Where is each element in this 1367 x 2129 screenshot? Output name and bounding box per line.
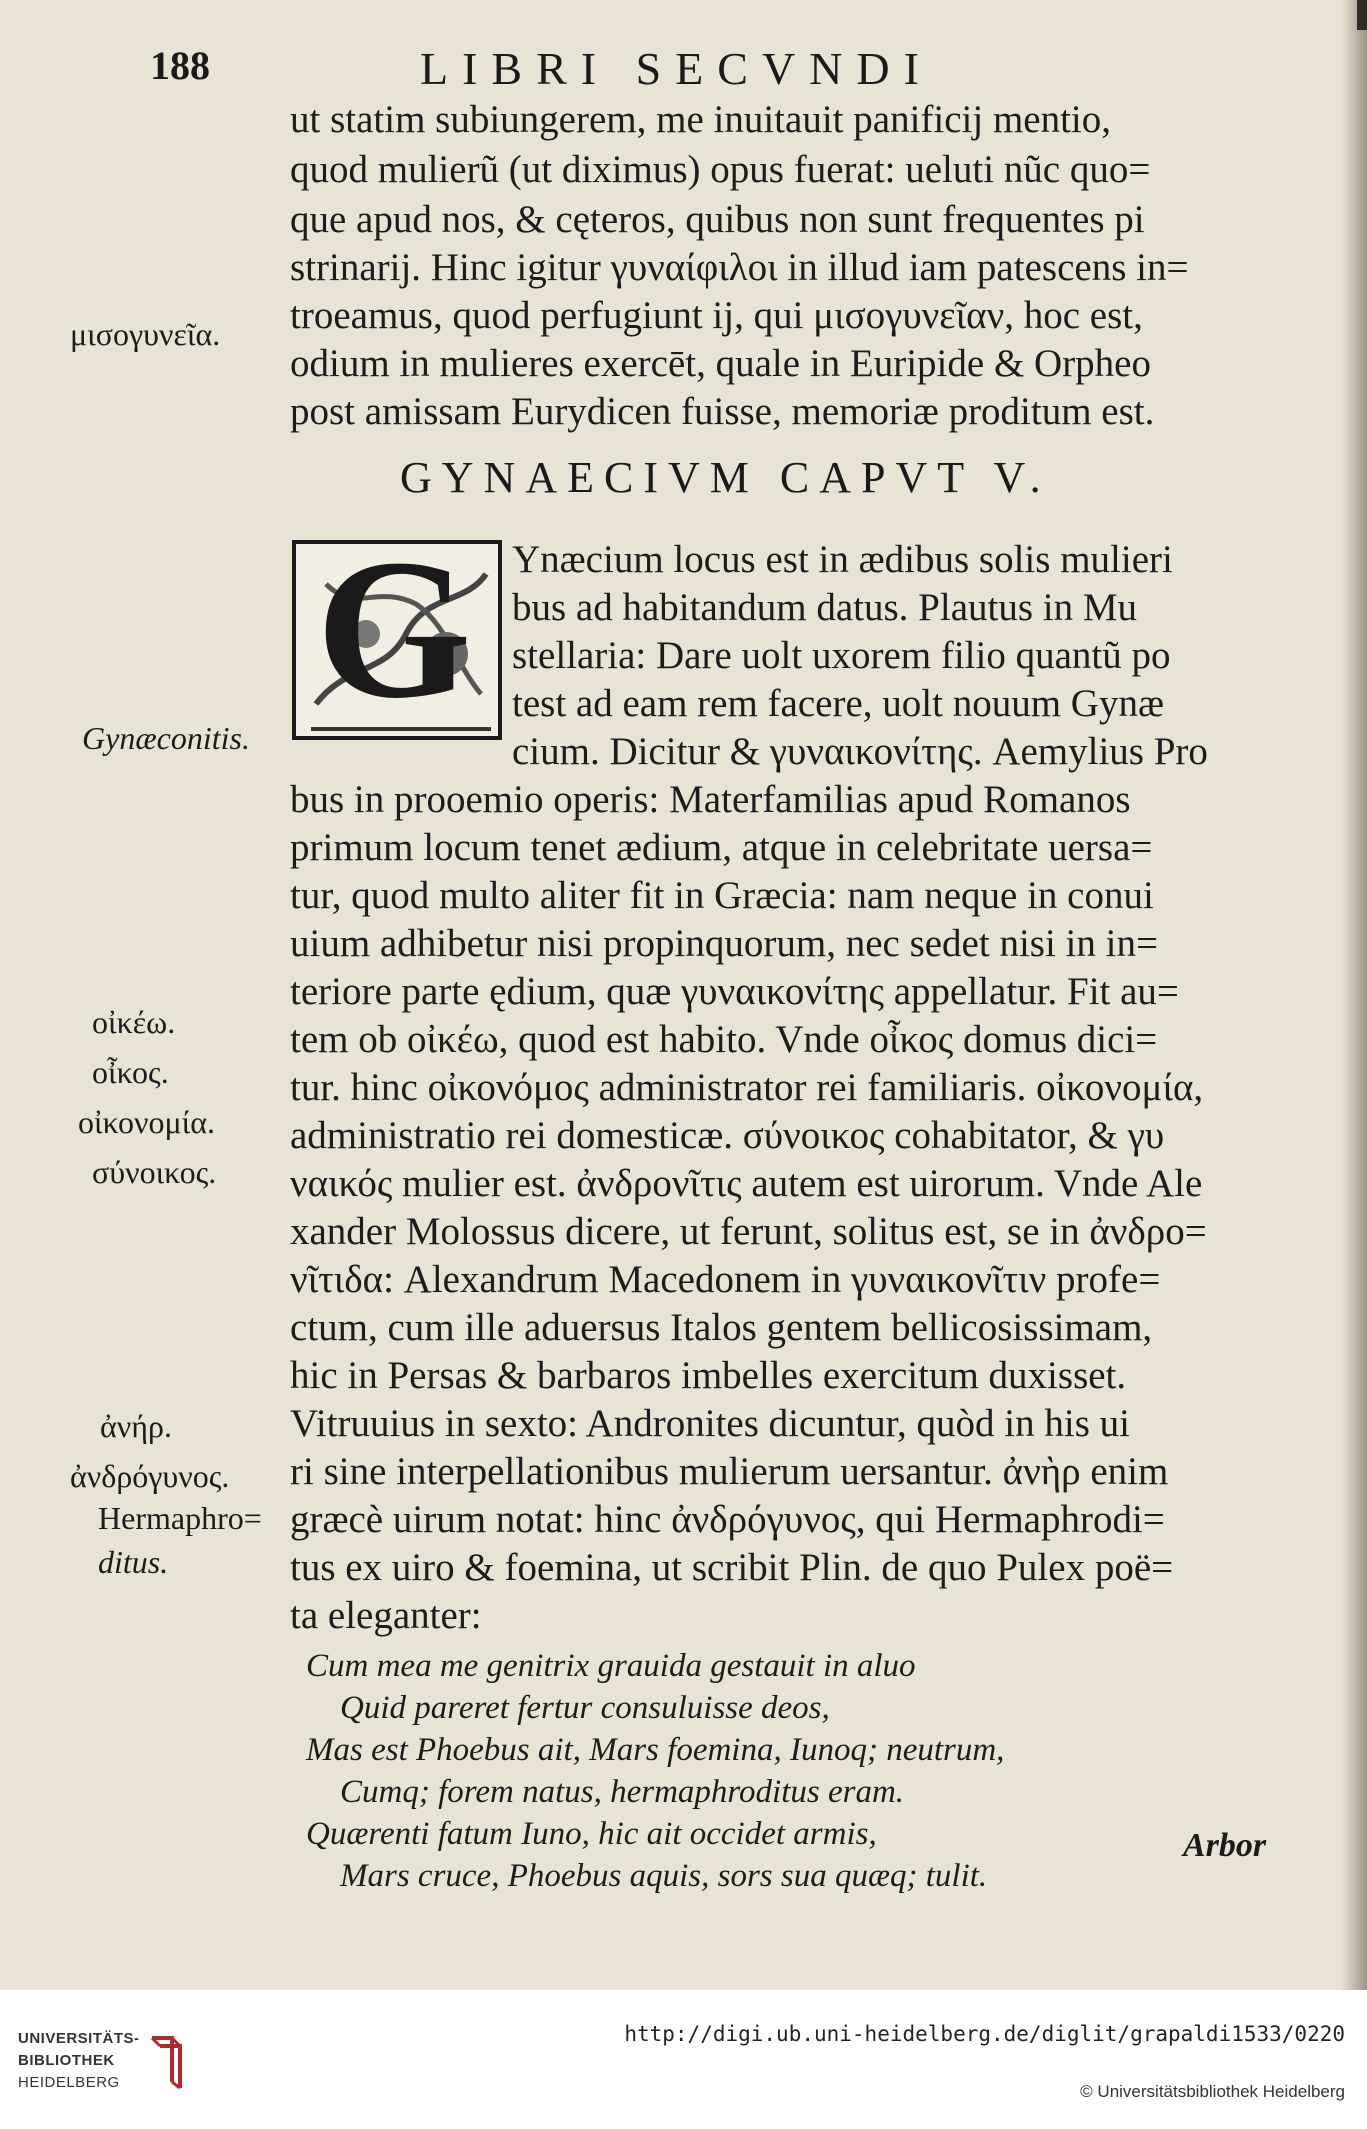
page-number: 188	[150, 43, 210, 88]
page-edge	[1357, 0, 1367, 30]
text-line: Vitruuius in sexto: Andronites dicuntur, quòd in his ui	[290, 1402, 1130, 1445]
text-line: ri sine interpellationibus mulierum uersantur. ἀνὴρ enim	[290, 1450, 1169, 1493]
margin-note: Hermaphro=	[98, 1500, 262, 1536]
margin-note: ditus.	[98, 1544, 169, 1580]
verse-line: Quærenti fatum Iuno, hic ait occidet armis,	[306, 1816, 877, 1852]
margin-note: οἰκονομία.	[78, 1104, 216, 1140]
margin-note: οἶκος.	[92, 1054, 169, 1090]
verse-line: Cumq; forem natus, hermaphroditus eram.	[340, 1774, 905, 1810]
margin-note: σύνοικος.	[92, 1154, 217, 1190]
margin-note: μισογυνεῖα.	[70, 316, 221, 352]
text-line: ctum, cum ille aduersus Italos gentem bellicosissimam,	[290, 1306, 1153, 1349]
margin-note: ἀνήρ.	[100, 1408, 172, 1444]
text-line: xander Molossus dicere, ut ferunt, solitus est, se in ἀνδρο=	[290, 1210, 1207, 1253]
verse-line: Mars cruce, Phoebus aquis, sors sua quæq; tulit.	[340, 1858, 988, 1894]
library-logo-icon	[148, 2030, 188, 2090]
text-line: primum locum tenet ædium, atque in celebritate uersa=	[290, 826, 1153, 869]
logo-text: UNIVERSITÄTS-	[18, 2030, 140, 2047]
margin-note: Gynæconitis.	[82, 720, 250, 756]
viewer-footer	[0, 1990, 1367, 2129]
text-line: uium adhibetur nisi propinquorum, nec sedet nisi in in=	[290, 922, 1158, 965]
text-line: νῖτιδα: Alexandrum Macedonem in γυναικονῖτιν profe=	[290, 1258, 1161, 1301]
text-line: bus in prooemio operis: Materfamilias apud Romanos	[290, 778, 1131, 821]
chapter-heading: GYNAECIVM CAPVT V.	[400, 453, 1051, 502]
text-line: stellaria: Dare uolt uxorem filio quantũ po	[512, 634, 1171, 677]
catchword: Arbor	[1183, 1827, 1267, 1864]
text-line: test ad eam rem facere, uolt nouum Gynæ	[512, 682, 1164, 725]
logo-text: HEIDELBERG	[18, 2074, 120, 2091]
copyright-notice: © Universitätsbibliothek Heidelberg	[1080, 2082, 1345, 2101]
decorated-initial	[292, 540, 502, 740]
text-line: odium in mulieres exercēt, quale in Euripide & Orpheo	[290, 342, 1151, 385]
margin-note: οἰκέω.	[92, 1004, 176, 1040]
permalink-url[interactable]: http://digi.ub.uni-heidelberg.de/diglit/grapaldi1533/0220	[624, 2022, 1345, 2046]
text-line: ναικός mulier est. ἀνδρονῖτις autem est uirorum. Vnde Ale	[290, 1162, 1203, 1205]
text-line: troeamus, quod perfugiunt ij, qui μισογυνεῖαν, hoc est,	[290, 294, 1143, 337]
text-line: tus ex uiro & foemina, ut scribit Plin. de quo Pulex poë=	[290, 1546, 1174, 1589]
text-line: strinarij. Hinc igitur γυναίφιλοι in illud iam patescens in=	[290, 246, 1189, 289]
text-line: tur, quod multo aliter fit in Græcia: nam neque in conui	[290, 874, 1154, 917]
verse-line: Quid pareret fertur consuluisse deos,	[340, 1690, 830, 1726]
logo-text: BIBLIOTHEK	[18, 2052, 115, 2069]
margin-note: ἀνδρόγυνος.	[70, 1458, 230, 1494]
text-line: teriore parte ędium, quæ γυναικονίτης appellatur. Fit au=	[290, 970, 1179, 1013]
text-line: post amissam Eurydicen fuisse, memoriæ proditum est.	[290, 390, 1155, 433]
library-logo	[18, 2030, 178, 2120]
text-line: quod mulierũ (ut diximus) opus fuerat: ueluti nũc quo=	[290, 148, 1151, 191]
text-line: hic in Persas & barbaros imbelles exercitum duxisset.	[290, 1354, 1127, 1397]
text-line: ta eleganter:	[290, 1594, 482, 1637]
text-line: cium. Dicitur & γυναικονίτης. Aemylius Pro	[512, 730, 1208, 773]
initial-letter: G	[316, 540, 472, 740]
verse-line: Mas est Phoebus ait, Mars foemina, Iunoq; neutrum,	[306, 1732, 1005, 1768]
text-line: tur. hinc οἰκονόμος administrator rei familiaris. οἰκονομία,	[290, 1066, 1204, 1109]
text-line: græcè uirum notat: hinc ἀνδρόγυνος, qui Hermaphrodi=	[290, 1498, 1165, 1541]
text-line: bus ad habitandum datus. Plautus in Mu	[512, 586, 1138, 629]
text-line: que apud nos, & cęteros, quibus non sunt frequentes pi	[290, 198, 1145, 241]
text-line: administratio rei domesticæ. σύνοικος cohabitator, & γυ	[290, 1114, 1165, 1157]
running-head: LIBRI SECVNDI	[420, 43, 933, 94]
text-line: ut statim subiungerem, me inuitauit panificij mentio,	[290, 98, 1112, 141]
verse-line: Cum mea me genitrix grauida gestauit in aluo	[306, 1648, 916, 1684]
page-header	[150, 42, 1300, 92]
text-line: tem ob οἰκέω, quod est habito. Vnde οἶκος domus dici=	[290, 1018, 1158, 1061]
text-line: Ynæcium locus est in ædibus solis mulieri	[512, 538, 1173, 581]
